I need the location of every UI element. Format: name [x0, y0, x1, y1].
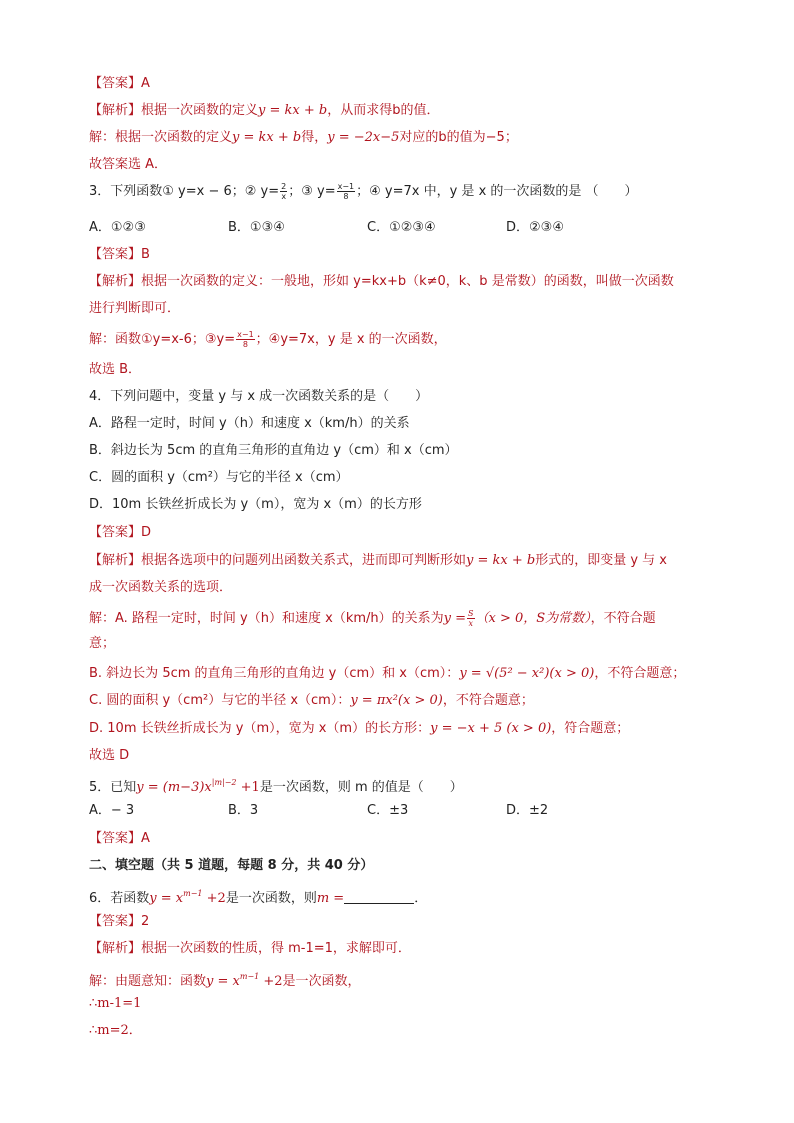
- q4-solution-d: D. 10m 长铁丝折成长为 y（m），宽为 x（m）的长方形：y = −x + 5 (x > 0)，符合题意；: [89, 721, 630, 736]
- q4-analysis-line2: 成一次函数关系的选项．: [89, 580, 233, 595]
- q4-conclusion: 故选 D: [89, 748, 130, 763]
- q5-option-a: A．− 3: [89, 803, 135, 818]
- q3-option-d: D．②③④: [506, 220, 564, 235]
- q6-answer-blank: [344, 891, 414, 904]
- section-heading: 二、填空题（共 5 道题，每题 8 分，共 40 分）: [89, 858, 374, 873]
- q4-stem: 4．下列问题中，变量 y 与 x 成一次函数关系的是（ ）: [89, 389, 429, 404]
- q5-option-c: C．±3: [367, 803, 409, 818]
- q2-answer: 【答案】A: [89, 76, 150, 91]
- q3-option-a: A．①②③: [89, 220, 146, 235]
- q3-option-b: B．①③④: [228, 220, 285, 235]
- q2-solution: 解：根据一次函数的定义y = kx + b得，y = −2x−5对应的b的值为−5；: [89, 130, 518, 145]
- q3-solution: 解：函数①y=x-6；③y= $\frac{x-1}{8}$ ；④y=7x，y 是 x 的一次函数，: [89, 330, 447, 349]
- q4-analysis-line1: 【解析】根据各选项中的问题列出函数关系式，进而即可判断形如y = kx + b形式的，即变量 y 与 x: [89, 553, 668, 568]
- q4-answer: 【答案】D: [89, 525, 152, 540]
- q4-solution-a-line2: 意；: [89, 636, 116, 651]
- q5-option-b: B．3: [228, 803, 259, 818]
- q3-stem: 3．下列函数① y=x − 6；② y= $\frac{2}{x}$ ；③ y= $\frac{x-1}{8}$ ；④ y=7x 中，y 是 x 的一次函数的是 （ ）: [89, 182, 638, 201]
- q4-option-a: A．路程一定时，时间 y（h）和速度 x（km/h）的关系: [89, 416, 410, 431]
- q6-solution: 解：由题意知：函数$y = x^{m-1} +2$是一次函数，: [89, 972, 361, 989]
- q4-solution-c: C. 圆的面积 y（cm²）与它的半径 x（cm）：y = πx²(x > 0)，不符合题意；: [89, 693, 534, 708]
- q4-solution-a: 解：A. 路程一定时，时间 y（h）和速度 x（km/h）的关系为y = $\frac{S}{x}$ （x > 0，S为常数），不符合题: [89, 609, 656, 628]
- q3-fraction-2: $\frac{x-1}{8}$: [337, 182, 355, 201]
- q5-answer: 【答案】A: [89, 831, 150, 846]
- q6-answer: 【答案】2: [89, 914, 150, 929]
- q4-solution-b: B. 斜边长为 5cm 的直角三角形的直角边 y（cm）和 x（cm）：y = √(5² − x²)(x > 0)，不符合题意；: [89, 666, 686, 681]
- q3-fraction-1: $\frac{2}{x}$: [281, 182, 287, 201]
- q5-stem: 5．已知$y = (m-3)x^{|m|-2} +1$是一次函数，则 m 的值是（ ）: [89, 778, 463, 795]
- q4-solution-a-fraction: $\frac{S}{x}$: [468, 609, 474, 628]
- q3-analysis-line2: 进行判断即可．: [89, 301, 181, 316]
- q4-option-c: C．圆的面积 y（cm²）与它的半径 x（cm）: [89, 470, 349, 485]
- q5-option-d: D．±2: [506, 803, 549, 818]
- q3-conclusion: 故选 B．: [89, 362, 142, 377]
- q6-step-1: ∴m-1=1: [89, 996, 142, 1011]
- q2-analysis: 【解析】根据一次函数的定义y = kx + b，从而求得b的值．: [89, 103, 440, 118]
- q3-solution-fraction: $\frac{x-1}{8}$: [237, 330, 254, 349]
- q5-options: [89, 801, 709, 821]
- q3-options: [89, 218, 709, 238]
- q4-option-d: D．10m 长铁丝折成长为 y（m），宽为 x（m）的长方形: [89, 497, 422, 512]
- q4-option-b: B．斜边长为 5cm 的直角三角形的直角边 y（cm）和 x（cm）: [89, 443, 458, 458]
- q3-option-c: C．①②③④: [367, 220, 436, 235]
- q6-step-2: ∴m=2．: [89, 1023, 142, 1038]
- q3-answer: 【答案】B: [89, 247, 150, 262]
- q2-conclusion: 故答案选 A．: [89, 157, 168, 172]
- q3-analysis-line1: 【解析】根据一次函数的定义：一般地，形如 y=kx+b（k≠0，k、b 是常数）的函数，叫做一次函数: [89, 274, 674, 289]
- q6-stem: 6．若函数$y = x^{m-1} +2$是一次函数，则m = ．: [89, 889, 428, 906]
- q6-analysis: 【解析】根据一次函数的性质，得 m-1=1，求解即可．: [89, 941, 411, 956]
